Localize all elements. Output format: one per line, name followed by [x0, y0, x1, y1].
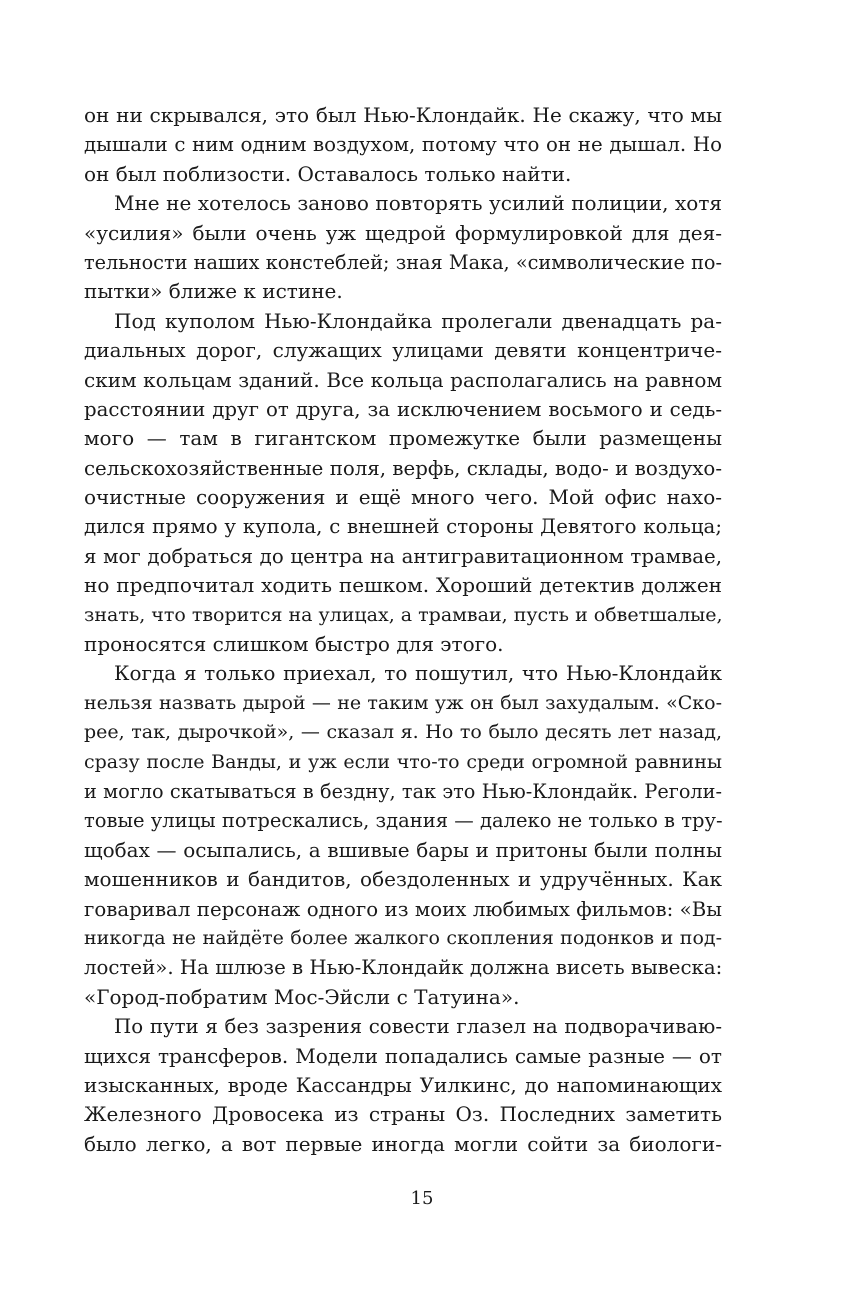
- text-line: дился прямо у купола, с внешней стороны Девятого кольца;: [84, 515, 722, 539]
- text-line: мошенников и бандитов, обездоленных и удручённых. Как: [84, 867, 722, 892]
- text-line: никогда не найдёте более жалкого скопления подонков и под-: [84, 926, 722, 949]
- text-line: расстоянии друг от друга, за исключением восьмого и седь-: [84, 397, 722, 421]
- text-line: щобах — осыпались, а вшивые бары и притоны были полны: [84, 837, 722, 862]
- text-line: сельскохозяйственные поля, верфь, склады, водо- и воздухо-: [84, 456, 722, 480]
- text-line: я мог добраться до центра на антигравитационном трамвае,: [84, 544, 722, 568]
- text-line: Когда я только приехал, то пошутил, что Нью-Клондайк: [114, 661, 722, 686]
- text-line: По пути я без зазрения совести глазел на подворачиваю-: [114, 1015, 722, 1039]
- text-line: «Город-побратим Мос-Эйсли с Татуина».: [84, 984, 520, 1009]
- text-line: Мне не хотелось заново повторять усилий полиции, хотя: [114, 191, 722, 216]
- text-line: пытки» ближе к истине.: [84, 279, 343, 304]
- text-line: «усилия» были очень уж щедрой формулировкой для дея-: [84, 220, 722, 245]
- text-line: дышали с ним одним воздухом, потому что он не дышал. Но: [84, 133, 722, 157]
- text-line: он ни скрывался, это был Нью-Клондайк. Не скажу, что мы: [84, 103, 722, 127]
- text-line: знать, что творится на улицах, а трамваи, пусть и обветшалые,: [84, 603, 723, 626]
- text-line: щихся трансферов. Модели попадались самые разные — от: [84, 1043, 722, 1068]
- text-line: и могло скатываться в бездну, так это Нью-Клондайк. Реголи-: [84, 779, 722, 803]
- text-line: диальных дорог, служащих улицами девяти концентриче-: [84, 338, 722, 363]
- text-line: проносятся слишком быстро для этого.: [84, 632, 504, 657]
- text-line: товые улицы потрескались, здания — далеко не только в тру-: [84, 809, 723, 833]
- text-line: но предпочитал ходить пешком. Хороший детектив должен: [84, 573, 722, 598]
- text-line: нельзя назвать дырой — не таким уж он был захудалым. «Ско-: [84, 691, 722, 714]
- text-line: Под куполом Нью-Клондайка пролегали двенадцать ра-: [114, 308, 722, 333]
- text-line: говаривал персонаж одного из моих любимых фильмов: «Вы: [84, 897, 722, 921]
- text-line: лостей». На шлюзе в Нью-Клондайк должна висеть вывеска:: [84, 956, 723, 980]
- text-line: сразу после Ванды, и уж если что-то среди огромной равнины: [84, 750, 722, 773]
- body-text: [84, 101, 722, 1159]
- text-line: изысканных, вроде Кассандры Уилкинс, до напоминающих: [84, 1072, 722, 1097]
- text-line: Железного Дровосека из страны Оз. Последних заметить: [84, 1102, 722, 1127]
- text-line: тельности наших констеблей; зная Мака, «символические по-: [84, 250, 722, 274]
- page-number: 15: [410, 1188, 434, 1209]
- text-line: мого — там в гигантском промежутке были размещены: [84, 426, 722, 451]
- text-line: ским кольцам зданий. Все кольца располагались на равном: [84, 367, 722, 392]
- text-line: было легко, а вот первые иногда могли сойти за биологи-: [84, 1131, 722, 1156]
- text-line: очистные сооружения и ещё много чего. Мой офис нахо-: [84, 485, 722, 510]
- text-line: рее, так, дырочкой», — сказал я. Но то было десять лет назад,: [84, 721, 722, 744]
- text-line: он был поблизости. Оставалось только найти.: [84, 161, 572, 186]
